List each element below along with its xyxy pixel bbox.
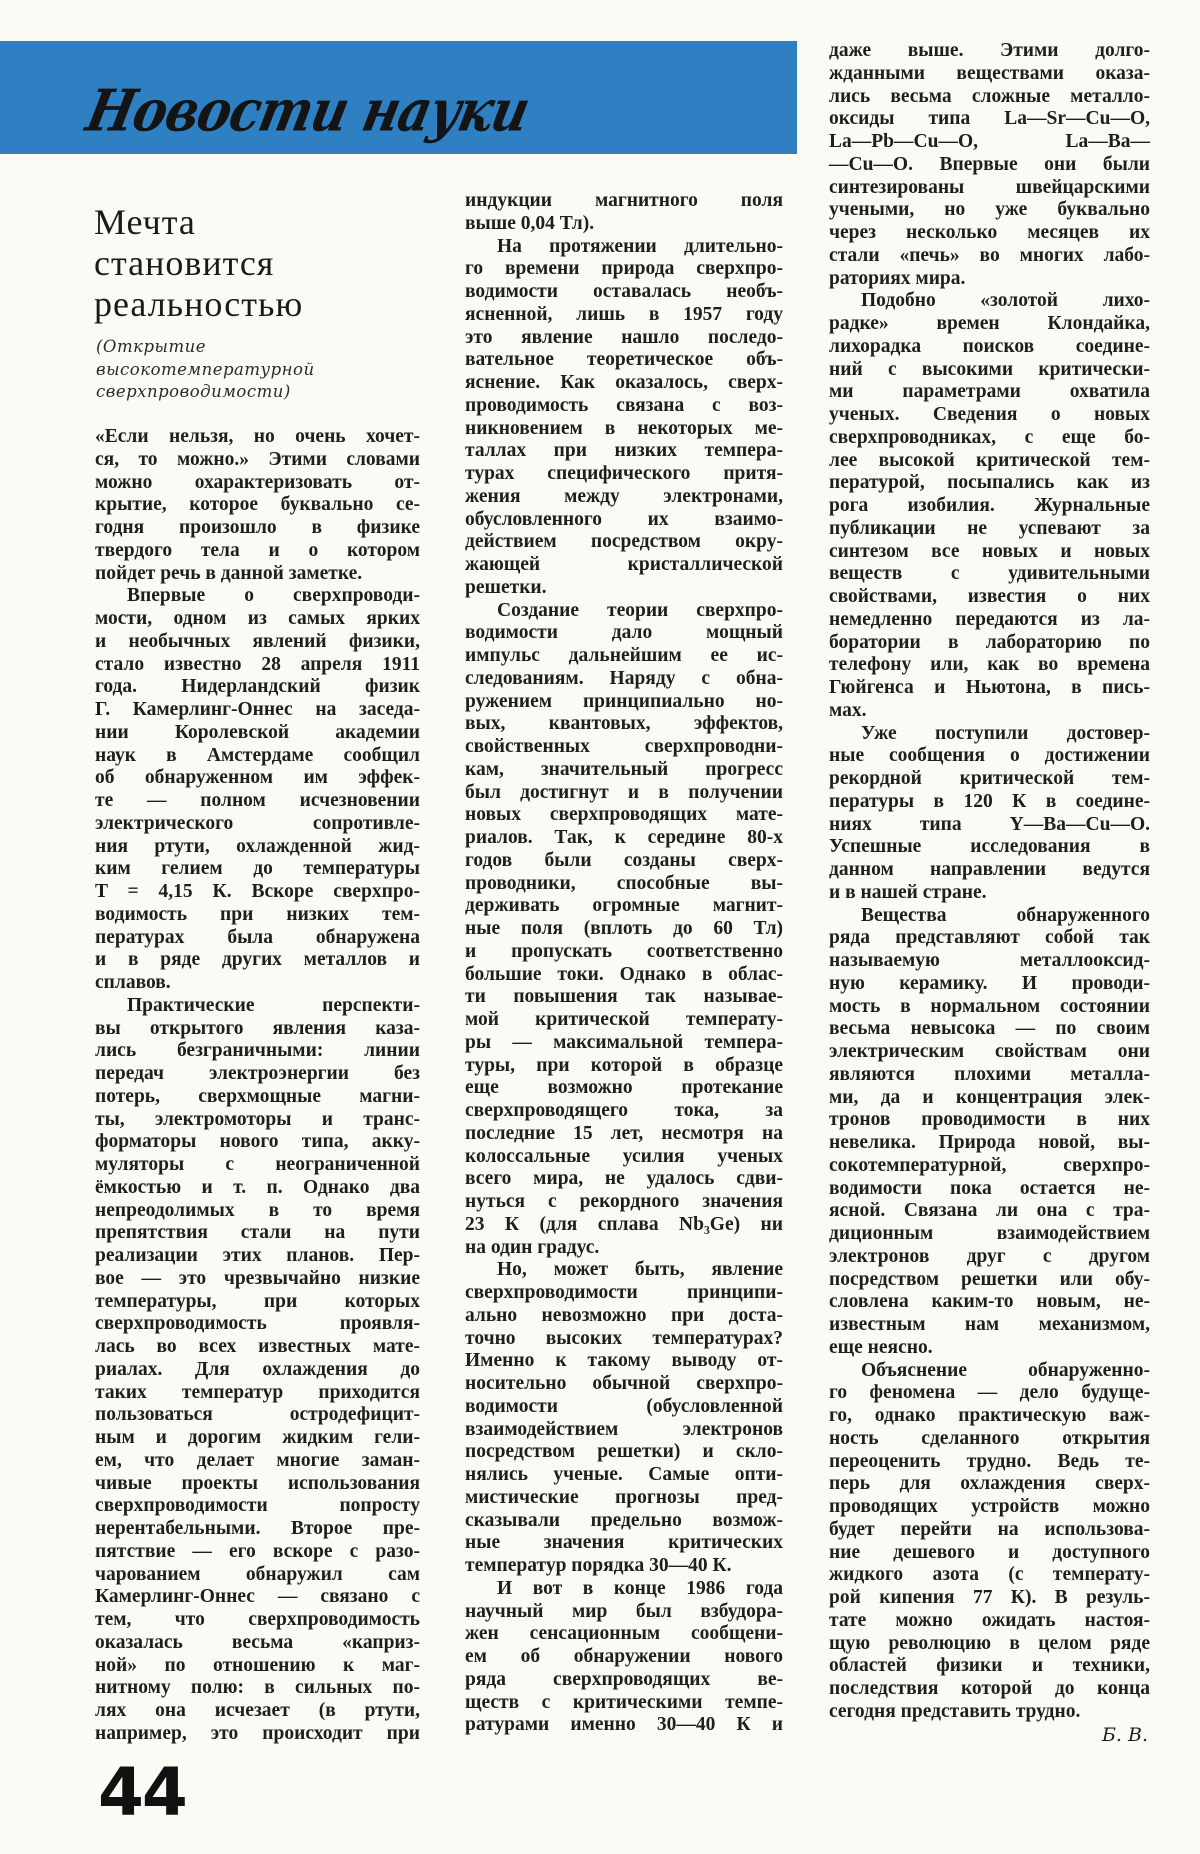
text-line: точно высоких температурах? [465,1327,783,1349]
text-line: крытие, которое буквально се- [95,494,420,516]
text-line: таких температур приходится [95,1381,420,1403]
text-line: лях она исчезает (в ртути, [95,1700,420,1721]
text-line: оксиды типа La—Sr—Cu—O, [829,108,1150,130]
text-line: сверхпроводимость проявля- [95,1313,420,1335]
text-line: —Cu—O. Впервые они были [829,153,1150,175]
text-line: радке» времен Клондайка, [829,313,1150,334]
text-line: лась во всех известных мате- [95,1336,420,1357]
text-line: ряда сверхпроводящих ве- [465,1668,783,1690]
paragraph [829,290,1150,722]
article-title [94,202,303,325]
text-line: научный мир был взбудора- [465,1600,783,1622]
text-line: T = 4,15 К. Вскоре сверхпро- [95,881,420,902]
text-line: следованиям. Наряду с обна- [465,667,783,689]
text-line: колоссальные усилия ученых [465,1145,783,1167]
text-line: ные значения критических [465,1532,783,1554]
text-line: «Если нельзя, но очень хочет- [95,426,420,447]
text-line: синтезом все новых и новых [829,540,1150,562]
text-line: проводимость связана с воз- [465,394,783,416]
text-line: пературой, посыпались как из [829,472,1150,494]
paragraph [465,600,783,1260]
text-line: жающей кристаллической [465,554,783,575]
text-line: 23 К (для сплава Nb₃Ge) ни [465,1213,783,1235]
text-line: Г. Камерлинг-Оннес на заседа- [95,699,420,720]
text-line: ми параметрами охватила [829,381,1150,403]
text-line: стало известно 28 апреля 1911 [95,653,420,675]
text-line: И вот в конце 1986 года [497,1577,783,1599]
text-line: лее высокой критической тем- [829,449,1150,471]
text-line: Подобно «золотой лихо- [861,290,1150,312]
text-line: наук в Амстердаме сообщил [95,744,420,766]
paragraph [829,905,1150,1360]
text-line: водимости пока остается не- [829,1177,1150,1199]
text-line: кам, значительный прогресс [465,758,783,780]
paragraph [829,723,1150,905]
text-line: ры — максимальной темпера- [465,1031,783,1053]
text-line: ально невозможно при доста- [465,1304,783,1326]
text-line: ти повышения так называе- [465,986,783,1008]
subtitle-line: (Открытие [96,337,207,356]
text-line: Уже поступили достовер- [861,722,1150,744]
subtitle-line: высокотемпературной [96,359,315,379]
text-line: выше 0,04 Тл). [465,212,595,234]
text-line: называемую металлооксид- [829,950,1150,971]
text-line: риалов. Так, к середине 80-х [465,827,783,848]
text-line: свойственных сверхпроводни- [465,736,783,757]
text-line: ной» по отношению к маг- [95,1654,420,1676]
text-line: ясненной, лишь в 1957 году [465,303,783,325]
text-line: сверхпроводимости попросту [95,1495,420,1517]
text-line: годов были созданы сверх- [465,849,783,871]
text-line: температуры, при которых [95,1290,420,1312]
rubric-logo: Новости науки [80,76,536,145]
text-line: последние 15 лет, несмотря на [465,1122,783,1144]
text-line: Объяснение обнаруженно- [861,1359,1150,1381]
text-line: областей физики и техники, [829,1655,1150,1677]
text-line: словлена каким-то новым, не- [829,1291,1150,1313]
text-line: пойдет речь в данной заметке. [95,562,363,584]
text-line: известным нам механизмом, [829,1314,1150,1335]
text-line: мой критической температу- [465,1009,783,1030]
text-line: новых сверхпроводящих мате- [465,804,783,826]
text-line: турах специфического притя- [465,463,783,484]
text-line: Создание теории сверхпро- [497,599,783,621]
text-line: ем об обнаружении нового [465,1646,783,1667]
text-line: стали «печь» во многих лабо- [829,244,1150,266]
text-line: ким гелием до температуры [95,858,420,880]
article-subtitle [96,336,315,404]
text-line: Вещества обнаруженного [861,904,1150,926]
text-line: жения между электронами, [465,485,783,507]
text-line: решетки. [465,576,547,598]
text-line: и пропускать соответственно [465,940,783,962]
text-line: через несколько месяцев их [829,222,1150,243]
text-line: На протяжении длительно- [497,235,783,257]
text-line: был достигнут и в получении [465,781,783,803]
text-line: Практические перспекти- [127,994,420,1016]
text-line: это явление нашло последо- [465,326,783,348]
text-column-1 [95,426,420,1746]
paragraph [465,1578,783,1737]
rubric-banner [0,41,797,154]
paragraph [95,585,420,995]
text-line: ные поля (вплоть до 60 Тл) [465,918,783,939]
text-line: нерентабельными. Второе пре- [95,1518,420,1539]
text-line: твердого тела и о котором [95,539,420,561]
text-line: го феномена — дело будуще- [829,1382,1150,1404]
text-line: ученых. Сведения о новых [829,404,1150,425]
text-line: непреодолимых в то время [95,1199,420,1221]
text-line: нии Королевской академии [95,721,420,743]
text-line: можно охарактеризовать от- [95,471,420,493]
text-line: риалах. Для охлаждения до [95,1358,420,1380]
text-line: на один градус. [465,1236,600,1258]
paragraph [829,1360,1150,1724]
text-line: и в нашей стране. [829,881,987,903]
text-line: те — полном исчезновении [95,790,420,811]
text-line: La—Pb—Cu—O, La—Ba— [829,131,1150,152]
text-line: синтезированы швейцарскими [829,176,1150,198]
text-line: ем, что делает многие заман- [95,1449,420,1471]
text-line: водимости (обусловленной [465,1395,783,1417]
text-line: ружением принципиально но- [465,690,783,712]
text-line: нялись ученые. Самые опти- [465,1464,783,1485]
title-line: реальностью [94,284,304,324]
text-line: посредством решетки) и скло- [465,1441,783,1463]
text-line: электронов друг с другом [829,1245,1150,1267]
text-line: чивые проекты использования [95,1472,420,1494]
text-line: ществ с критическими темпе- [465,1691,783,1713]
text-line: сокотемпературной, сверхпро- [829,1154,1150,1176]
title-line: становится [94,243,275,283]
text-line: раториях мира. [829,267,966,289]
text-line: мах. [829,699,867,721]
text-line: ёмкостью и т. п. Однако два [95,1176,420,1198]
text-line: го, однако практическую важ- [829,1405,1150,1426]
text-line: рога изобилия. Журнальные [829,495,1150,516]
text-line: ний с высокими критически- [829,358,1150,380]
text-line: потерь, сверхмощные магни- [95,1085,420,1107]
paragraph [465,236,783,600]
text-line: ся, то можно.» Этими словами [95,448,420,470]
text-line: рой кипения 77 К). В резуль- [829,1587,1150,1608]
text-line: вы открытого явления каза- [95,1017,420,1039]
text-line: электрического сопротивле- [95,812,420,834]
text-line: щую революцию в целом ряде [829,1632,1150,1654]
text-line: диционным взаимодействием [829,1223,1150,1244]
text-line: мость в нормальном состоянии [829,995,1150,1017]
text-line: мистические прогнозы пред- [465,1486,783,1508]
paragraph [95,426,420,585]
text-line: таллах при низких темпера- [465,440,783,462]
text-line: чарованием обнаружил сам [95,1563,420,1585]
text-line: сверхпроводниках, с еще бо- [829,426,1150,448]
text-line: еще неясно. [829,1336,933,1358]
text-line: сегодня представить трудно. [829,1700,1081,1722]
text-line: сверхпроводимости принципи- [465,1282,783,1303]
text-line: яснение. Как оказалось, сверх- [465,372,783,393]
text-line: индукции магнитного поля [465,190,783,211]
text-line: вательное теоретическое объ- [465,349,783,371]
text-line: температур порядка 30—40 К. [465,1555,732,1576]
text-line: боратории в лабораторию по [829,631,1150,653]
text-line: сверхпроводящего тока, за [465,1100,783,1121]
text-line: ность сделанного открытия [829,1427,1150,1449]
text-line: перь для охлаждения сверх- [829,1473,1150,1495]
text-column-3 [829,40,1150,1746]
text-line: ные сообщения о достижении [829,745,1150,767]
text-line: даже выше. Этими долго- [829,40,1150,61]
text-line: проводящих устройств можно [829,1496,1150,1517]
text-line: Но, может быть, явление [497,1259,783,1281]
text-line: пользоваться остродефицит- [95,1404,420,1426]
text-line: невелика. Природа новой, вы- [829,1132,1150,1153]
text-line: препятствия стали на пути [95,1222,420,1244]
text-line: лись весьма сложные металло- [829,85,1150,107]
text-line: телефону или, как во времена [829,654,1150,676]
text-line: рекордной критической тем- [829,768,1150,789]
text-line: реализации этих планов. Пер- [95,1245,420,1266]
text-line: оказалась весьма «каприз- [95,1631,420,1653]
text-line: муляторы с неограниченной [95,1154,420,1175]
text-line: тронов проводимости в них [829,1109,1150,1131]
page-number: 44 [98,1754,186,1831]
text-line: передач электроэнергии без [95,1063,420,1084]
text-line: туры, при которой в образце [465,1054,783,1076]
text-line: го времени природа сверхпро- [465,258,783,280]
paragraph [95,995,420,1746]
text-line: немедленно передаются из ла- [829,608,1150,630]
text-line: жен сенсационным сообщени- [465,1623,783,1645]
text-line: годня произошло в физике [95,517,420,538]
text-line: мости, одном из самых ярких [95,608,420,629]
text-line: Успешные исследования в [829,836,1150,858]
text-line: носительно обычной сверхпро- [465,1373,783,1394]
text-line: и в ряде других металлов и [95,949,420,971]
text-line: всего мира, не удалось сдви- [465,1168,783,1190]
text-line: взаимодействием электронов [465,1418,783,1440]
text-line: проводники, способные вы- [465,872,783,894]
text-line: ряда представляют собой так [829,927,1150,949]
text-line: ясной. Связана ли она с тра- [829,1200,1150,1222]
text-line: свойствами, известия о них [829,586,1150,607]
text-line: года. Нидерландский физик [95,676,420,698]
text-column-2 [465,190,783,1737]
text-line: Именно к такому выводу от- [465,1350,783,1372]
text-line: нуться с рекордного значения [465,1191,783,1212]
text-line: Камерлинг-Оннес — связано с [95,1586,420,1608]
text-line: ние дешевого и доступного [829,1541,1150,1563]
text-line: ния ртути, охлажденной жид- [95,835,420,857]
text-line: водимости дало мощный [465,622,783,644]
text-line: об обнаруженном им эффек- [95,767,420,789]
text-line: весьма невысока — по своим [829,1018,1150,1040]
text-line: ным и дорогим жидким гели- [95,1427,420,1448]
text-line: являются плохими металла- [829,1063,1150,1085]
text-line: пературах была обнаружена [95,926,420,948]
text-line: форматоры нового типа, акку- [95,1131,420,1153]
paragraph [465,190,783,236]
paragraph [465,1259,783,1578]
text-line: импульс дальнейшим ее ис- [465,645,783,666]
text-line: будет перейти на использова- [829,1518,1150,1540]
text-line: лихорадка поисков соедине- [829,335,1150,357]
text-line: нитному полю: в сильных по- [95,1677,420,1699]
text-line: Гюйгенса и Ньютона, в пись- [829,677,1150,698]
text-line: никновением в некоторых ме- [465,417,783,439]
text-line: вых, квантовых, эффектов, [465,713,783,735]
text-line: ратурами именно 30—40 К и [465,1714,783,1736]
text-line: учеными, но уже буквально [829,199,1150,221]
text-line: тате можно ожидать настоя- [829,1609,1150,1631]
title-line: Мечта [94,202,196,242]
text-line: обусловленного их взаимо- [465,508,783,530]
text-line: веществ с удивительными [829,563,1150,585]
text-line: большие токи. Однако в облас- [465,963,783,985]
text-line: лись безграничными: линии [95,1040,420,1062]
text-line: переоценить трудно. Ведь те- [829,1450,1150,1472]
text-line: сказывали предельно возмож- [465,1509,783,1531]
text-line: ты, электромоторы и транс- [95,1108,420,1130]
text-line: пятствие — его вскоре с разо- [95,1540,420,1562]
text-line: ми, да и концентрация элек- [829,1086,1150,1108]
text-line: сплавов. [95,972,171,993]
text-line: последствия которой до конца [829,1678,1150,1699]
text-line: жданными веществами оказа- [829,62,1150,84]
text-line: публикации не успевают за [829,517,1150,539]
text-line: жидкого азота (с температу- [829,1564,1150,1586]
text-line: еще возможно протекание [465,1077,783,1099]
text-line: ниях типа Y—Ba—Cu—O. [829,813,1150,835]
text-line: ную керамику. И проводи- [829,972,1150,994]
text-line: пературы в 120 К в соедине- [829,790,1150,812]
text-line: водимости оставалась необъ- [465,281,783,302]
text-line: Впервые о сверхпроводи- [127,585,420,607]
subtitle-line: сверхпроводимости) [96,382,291,401]
text-line: данном направлении ведутся [829,859,1150,880]
text-line: действием посредством окру- [465,531,783,553]
text-line: вое — это чрезвычайно низкие [95,1267,420,1289]
paragraph [829,40,1150,290]
text-line: тем, что сверхпроводимость [95,1609,420,1630]
text-line: держивать огромные магнит- [465,895,783,917]
author-signature: Б. В. [1101,1723,1148,1746]
text-line: водимость при низких тем- [95,903,420,925]
text-line: и необычных явлений физики, [95,630,420,652]
text-line: электрическим свойствам они [829,1041,1150,1062]
text-line: например, это происходит при [95,1722,420,1744]
text-line: посредством решетки или обу- [829,1268,1150,1290]
